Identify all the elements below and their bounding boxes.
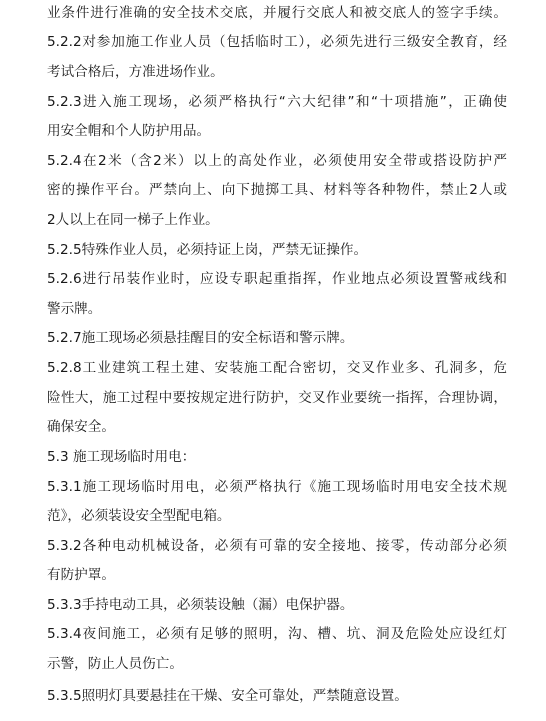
text-line: 业条件进行准确的安全技术交底，并履行交底人和被交底人的签字手续。 — [47, 5, 507, 21]
text-line: 警示牌。 — [47, 301, 102, 317]
text-line: 2人以上在同一梯子上作业。 — [47, 212, 219, 228]
text-line: 5.2.2对参加施工作业人员（包括临时工），必须先进行三级安全教育，经 — [47, 34, 507, 50]
text-line: 示警，防止人员伤亡。 — [47, 656, 183, 672]
text-line: 用安全帽和个人防护用品。 — [47, 123, 211, 139]
text-line: 5.2.4在2米（含2米）以上的高处作业，必须使用安全带或搭设防护严 — [47, 153, 507, 169]
text-line: 范》，必须装设安全型配电箱。 — [47, 508, 231, 524]
text-line: 考试合格后，方准进场作业。 — [47, 64, 224, 80]
text-line: 5.2.8工业建筑工程土建、安装施工配合密切，交叉作业多、孔洞多，危 — [47, 360, 507, 376]
text-line: 有防护罩。 — [47, 567, 115, 583]
text-line: 5.3.3手持电动工具，必须装设触（漏）电保护器。 — [47, 597, 354, 613]
text-line: 5.2.7施工现场必须悬挂醒目的安全标语和警示牌。 — [47, 330, 354, 346]
section-heading: 5.3 施工现场临时用电： — [47, 449, 196, 465]
text-line: 5.3.1施工现场临时用电，必须严格执行《施工现场临时用电安全技术规 — [47, 479, 507, 495]
text-line: 5.2.6进行吊装作业时，应设专职起重指挥，作业地点必须设置警戒线和 — [47, 271, 507, 287]
text-line: 5.3.2各种电动机械设备，必须有可靠的安全接地、接零，传动部分必须 — [47, 538, 507, 554]
text-line: 5.3.5照明灯具要悬挂在干燥、安全可靠处，严禁随意设置。 — [47, 688, 408, 704]
text-line: 确保安全。 — [47, 419, 115, 435]
text-line: 5.3.4夜间施工，必须有足够的照明，沟、槽、坑、洞及危险处应设红灯 — [47, 626, 507, 642]
text-line: 5.2.3进入施工现场，必须严格执行“六大纪律”和“十项措施”，正确使 — [47, 94, 507, 110]
text-line: 险性大，施工过程中要按规定进行防护，交叉作业要统一指挥，合理协调， — [47, 390, 507, 406]
text-line: 密的操作平台。严禁向上、向下抛掷工具、材料等各种物件，禁止2人或 — [47, 182, 507, 198]
text-line: 5.2.5特殊作业人员，必须持证上岗，严禁无证操作。 — [47, 242, 368, 258]
